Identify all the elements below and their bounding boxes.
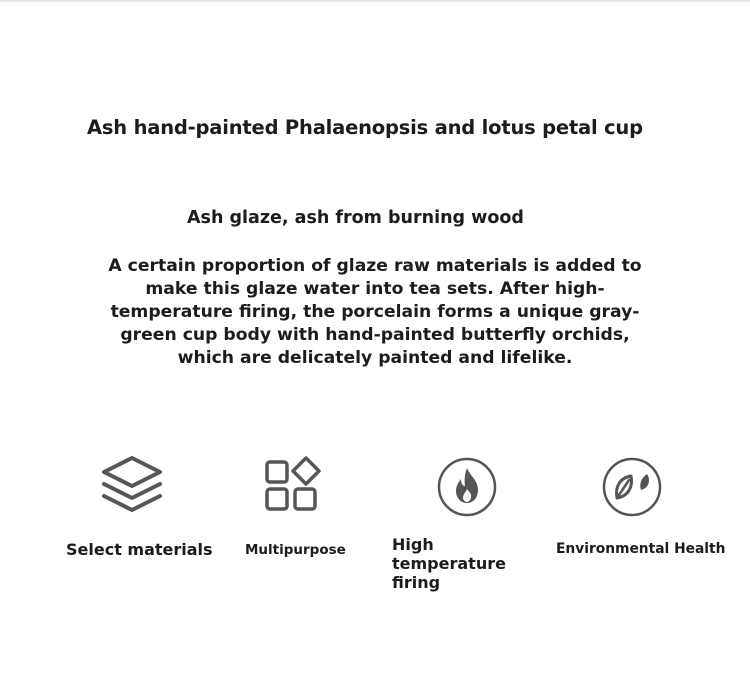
page-subtitle: Ash glaze, ash from burning wood — [187, 208, 524, 228]
leaf-icon — [601, 456, 663, 522]
top-divider — [0, 0, 750, 2]
feature-label: Multipurpose — [245, 542, 346, 558]
layers-icon — [100, 454, 164, 516]
flame-icon — [436, 456, 498, 522]
product-description: A certain proportion of glaze raw materials is added to make this glaze water into tea sets. After high-temperature firing, the porcelain forms a unique gray-green cup body with hand-painted butterfly orchids, which are delicately painted and lifelike. — [108, 256, 642, 368]
page-title: Ash hand-painted Phalaenopsis and lotus petal cup — [87, 116, 643, 139]
feature-label: High temperature firing — [392, 535, 506, 592]
feature-label: Environmental Health — [556, 541, 726, 557]
grid-icon — [264, 456, 324, 518]
feature-label: Select materials — [66, 540, 213, 559]
